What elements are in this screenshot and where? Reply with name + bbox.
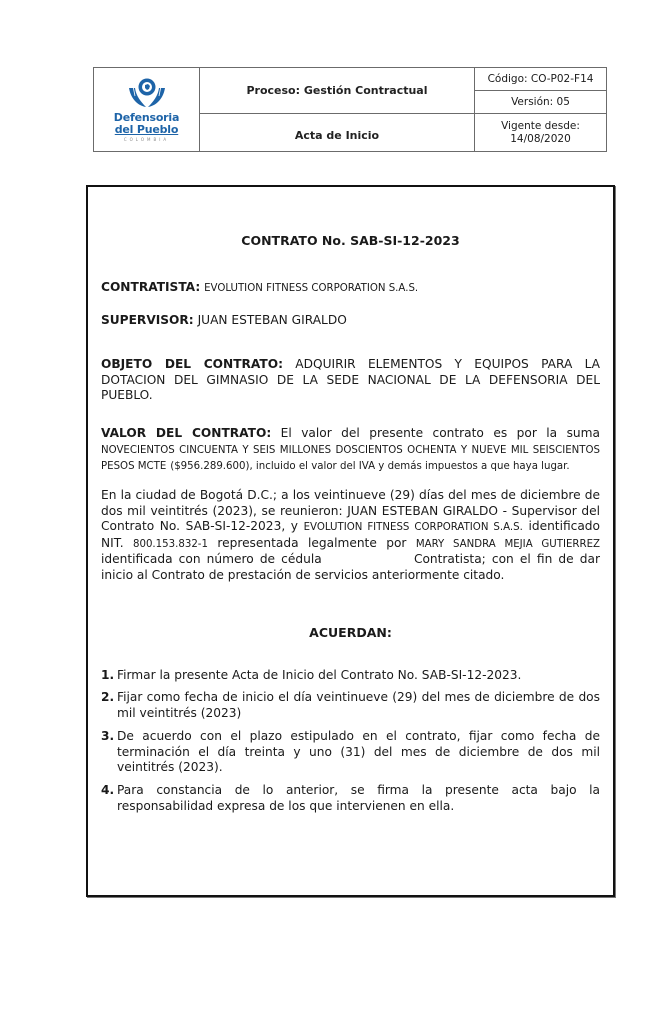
contract-title: CONTRATO No. SAB-SI-12-2023 (241, 233, 460, 248)
value-intro: El valor del presente contrato es por la suma (280, 426, 601, 440)
meeting-text-4: identificada con número de cédula (101, 552, 322, 566)
document-name: Acta de Inicio (200, 114, 475, 151)
defensoria-logo-icon (127, 76, 167, 112)
value-label: VALOR DEL CONTRATO: (101, 426, 272, 440)
agreement-number: 4. (101, 783, 115, 797)
supervisor-label: SUPERVISOR: (101, 313, 194, 327)
agreement-item (101, 690, 600, 721)
meeting-company: EVOLUTION FITNESS CORPORATION S.A.S. (303, 522, 523, 533)
agreement-item (101, 668, 600, 684)
agreement-text: Firmar la presente Acta de Inicio del Contrato No. SAB-SI-12-2023. (117, 668, 522, 682)
effective-date-cell (475, 114, 606, 151)
agreement-item (101, 783, 600, 814)
agreement-number: 3. (101, 729, 115, 743)
contractor-line (101, 280, 600, 297)
agreement-text: De acuerdo con el plazo estipulado en el contrato, fijar como fecha de terminación el día treinta y uno (31) del mes de diciembre de dos mil veintitrés (2023). (117, 729, 600, 774)
supervisor-line (101, 313, 600, 329)
value-in-words: NOVECIENTOS CINCUENTA Y SEIS MILLONES DOSCIENTOS OCHENTA Y NUEVE MIL SEISCIENTOS PESOS MCTE (101, 444, 600, 472)
effective-date-value: 14/08/2020 (510, 132, 571, 145)
logo-cell (94, 68, 200, 151)
value-rest: ($956.289.600), incluido el valor del IVA y demás impuestos a que haya lugar. (170, 461, 570, 472)
agreement-item (101, 729, 600, 776)
contractor-value: EVOLUTION FITNESS CORPORATION S.A.S. (204, 283, 419, 294)
supervisor-value: JUAN ESTEBAN GIRALDO (197, 313, 347, 327)
agreement-text: Para constancia de lo anterior, se firma la presente acta bajo la responsabilidad expresa de los que intervienen en ella. (117, 783, 600, 813)
meeting-representative: MARY SANDRA MEJIA GUTIERREZ (415, 538, 600, 550)
process-name: Proceso: Gestión Contractual (200, 68, 475, 114)
document-code: Código: CO-P02-F14 (475, 68, 606, 91)
meeting-text-3: representada legalmente por (217, 535, 407, 550)
meeting-text-1: En la ciudad de Bogotá D.C.; a los veintinueve (29) días del mes de diciembre de dos mil veintitrés (2023), se reunieron: JUAN ESTEBAN GIRALDO - Supervisor del Contrato No. SAB-SI-12-2023, y (101, 488, 600, 533)
object-value: ADQUIRIR ELEMENTOS Y EQUIPOS PARA LA DOTACION DEL GIMNASIO DE LA SEDE NACIONAL DE LA DEFENSORIA DEL PUEBLO. (101, 357, 600, 402)
object-paragraph (101, 357, 600, 404)
effective-date-label: Vigente desde: (501, 119, 580, 132)
meeting-text-5: Contratista; con el fin de dar inicio al Contrato de prestación de servicios anteriormente citado. (101, 552, 600, 582)
agreement-text: Fijar como fecha de inicio el día veintinueve (29) del mes de diciembre de dos mil veintitrés (2023) (117, 690, 600, 720)
object-label: OBJETO DEL CONTRATO: (101, 357, 283, 371)
value-paragraph (101, 426, 600, 475)
meeting-nit: 800.153.832-1 (132, 538, 208, 550)
agreement-number: 2. (101, 690, 115, 704)
agreements-heading: ACUERDAN: (309, 625, 392, 640)
logo-text-line2: del Pueblo (114, 123, 179, 136)
contractor-label: CONTRATISTA: (101, 280, 201, 294)
code-version-cell (475, 68, 606, 114)
logo-text-line1: Defensoria (113, 111, 180, 124)
agreement-number: 1. (101, 668, 115, 682)
document-header-table (93, 67, 607, 152)
meeting-text-2: identificado NIT. (101, 519, 601, 550)
logo-text-country: COLOMBIA (123, 137, 170, 142)
document-version: Versión: 05 (511, 96, 570, 108)
meeting-paragraph (101, 488, 600, 583)
